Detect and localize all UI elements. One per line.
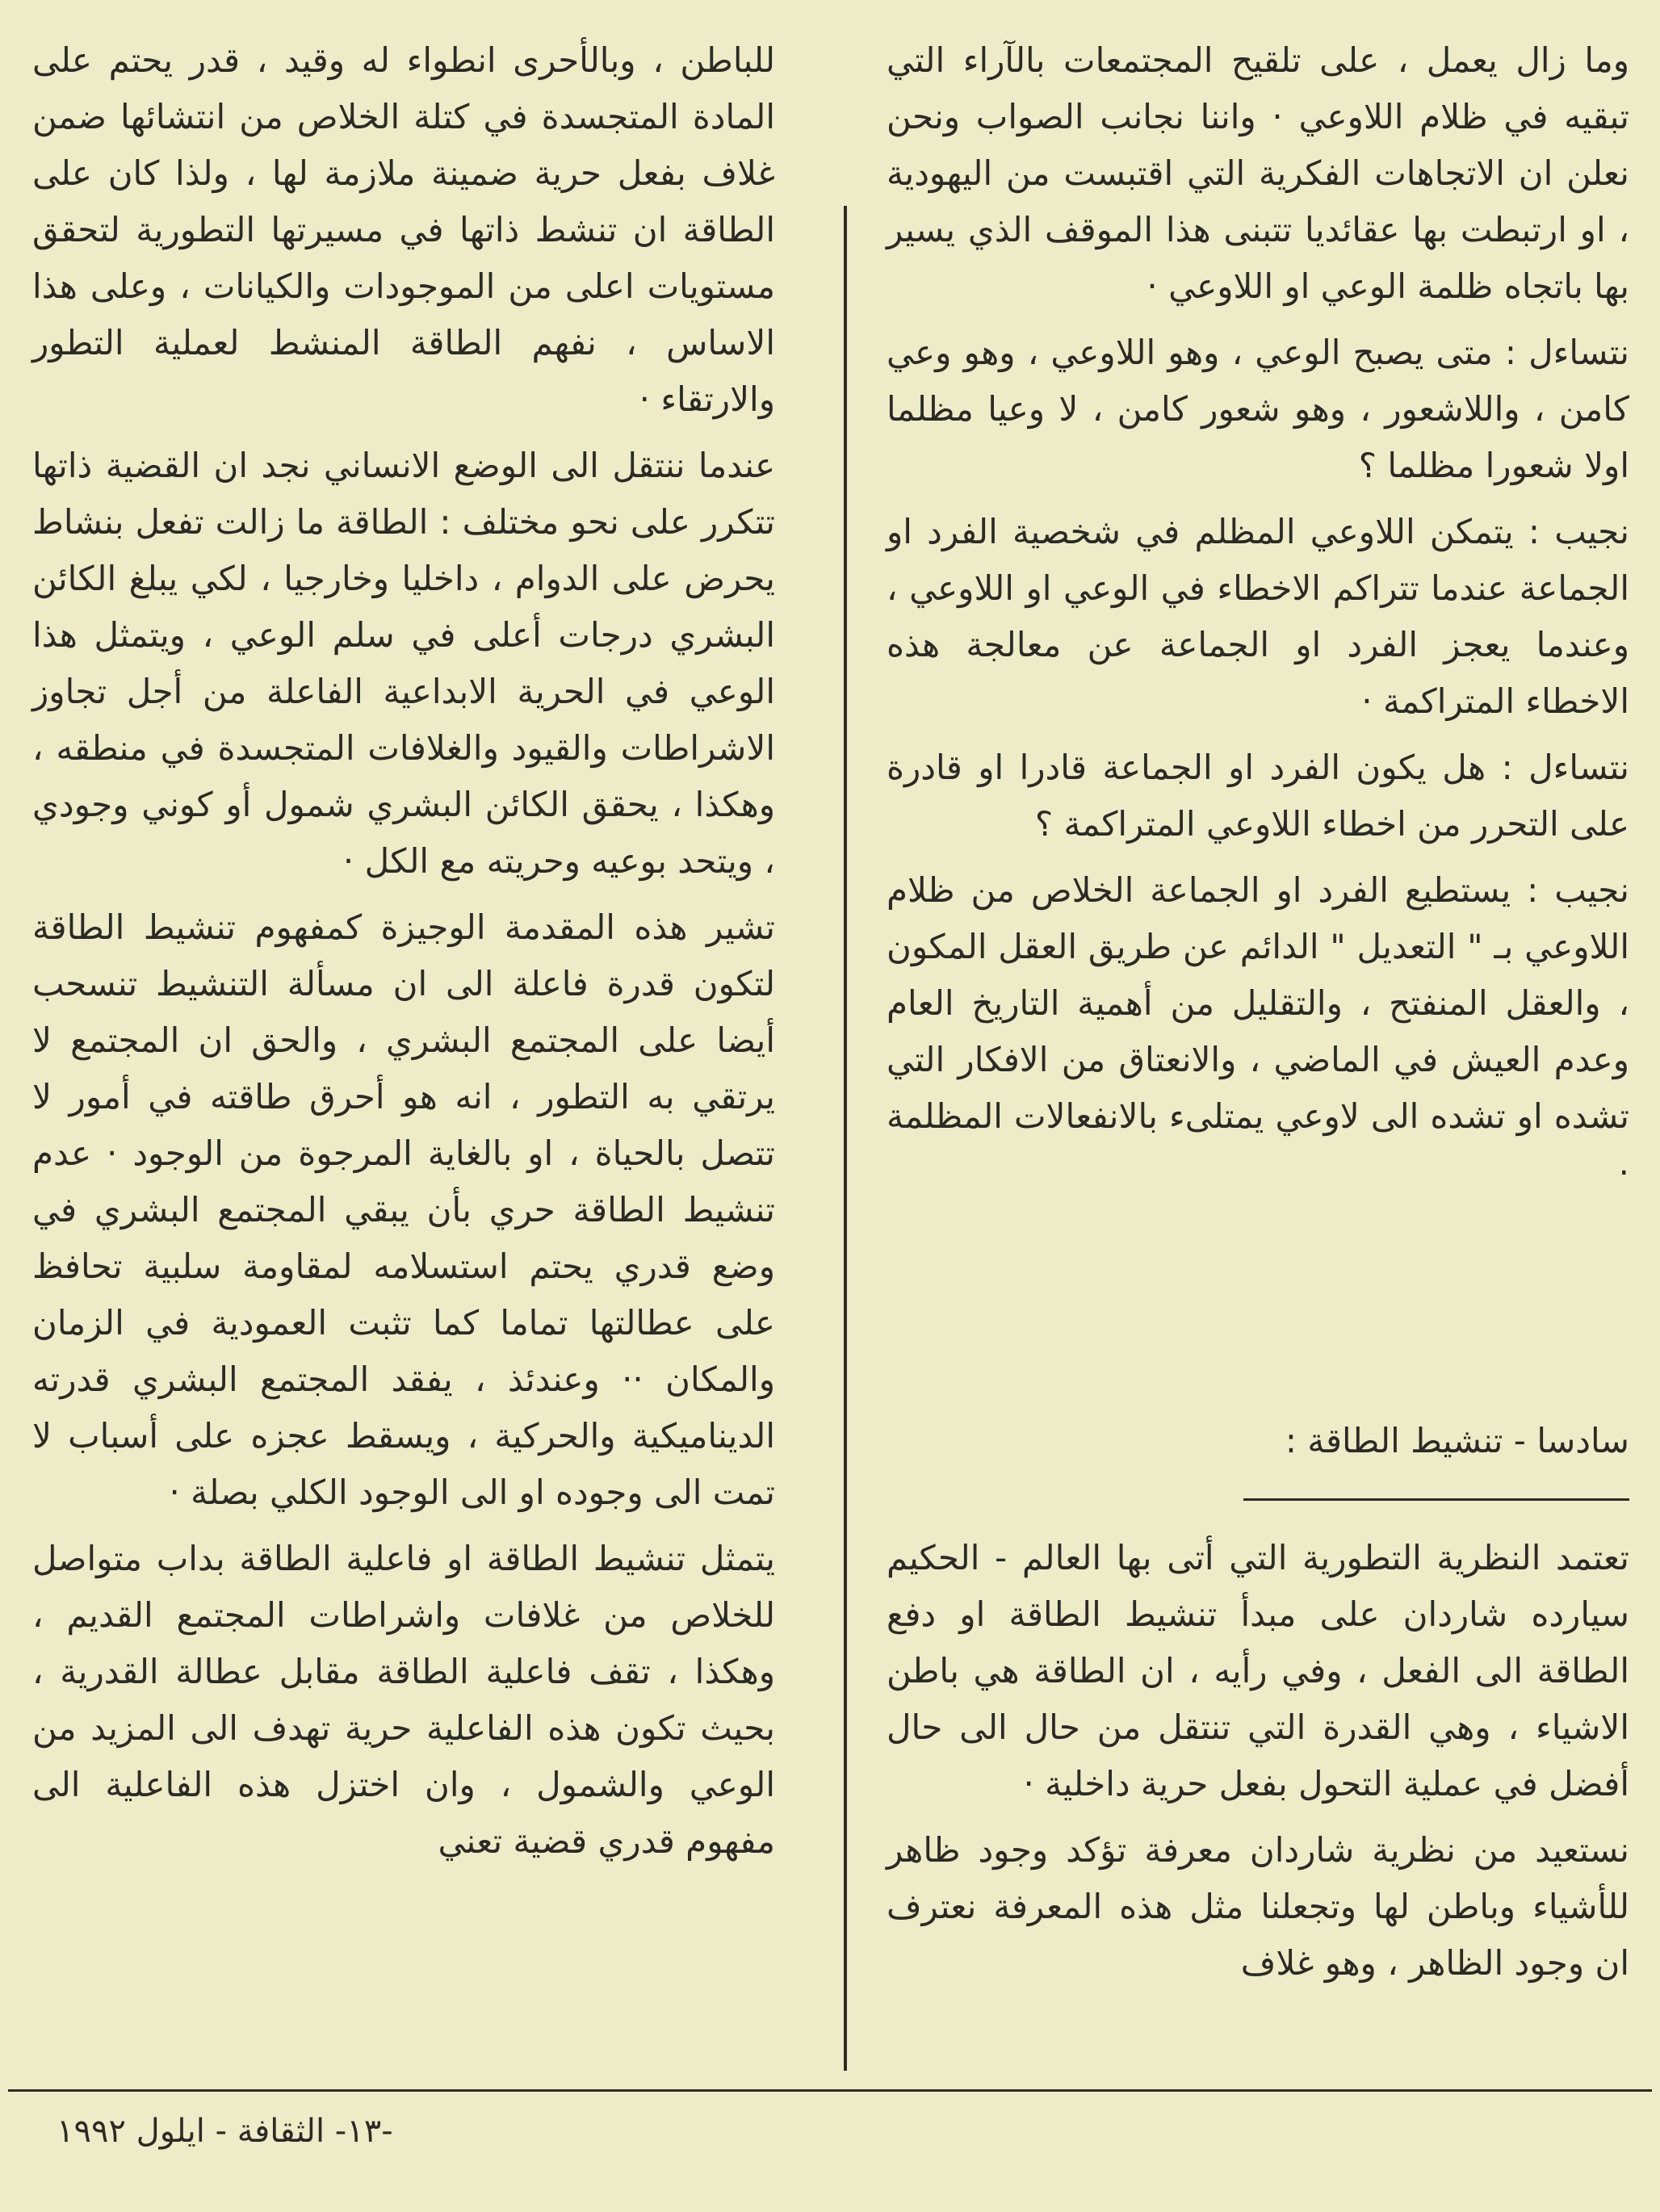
paragraph: تعتمد النظرية التطورية التي أتى بها العالم - الحكيم سيارده شاردان على مبدأ تنشيط الطاقة او دفع الطاقة الى الفعل ، وفي رأيه ، ان الطاقة هي باطن الاشياء ، وهي القدرة التي تنتقل من حال الى حال أفضل في عملية التحول بفعل حرية داخلية ·: [887, 1538, 1629, 1804]
left-column: [32, 32, 775, 1879]
paragraph: تشير هذه المقدمة الوجيزة كمفهوم تنشيط الطاقة لتكون قدرة فاعلة الى ان مسألة التنشيط تنسحب أيضا على المجتمع البشري ، والحق ان المجتمع لا يرتقي به التطور ، انه هو أحرق طاقته في أمور لا تتصل بالحياة ، او بالغاية المرجوة من الوجود · عدم تنشيط الطاقة حري بأن يبقي المجتمع البشري في وضع قدري يحتم استسلامه لمقاومة سلبية تحافظ على عطالتها تماما كما تثبت العمودية في الزمان والمكان ·· وعندئذ ، يفقد المجتمع البشري قدرته الديناميكية والحركية ، ويسقط عجزه على أسباب لا تمت الى وجوده او الى الوجود الكلي بصلة ·: [32, 907, 775, 1512]
paragraph: للباطن ، وبالأحرى انطواء له وقيد ، قدر يحتم على المادة المتجسدة في كتلة الخلاص من انتشائها ضمن غلاف بفعل حرية ضمينة ملازمة لها ، ولذا كان على الطاقة ان تنشط ذاتها في مسيرتها التطورية لتحقق مستويات اعلى من الموجودات والكيانات ، وعلى هذا الاساس ، نفهم الطاقة المنشط لعملية التطور والارتقاء ·: [32, 40, 775, 419]
paragraph: نجيب : يستطيع الفرد او الجماعة الخلاص من ظلام اللاوعي بـ " التعديل " الدائم عن طريق العقل المكون ، والعقل المنفتح ، والتقليل من أهمية التاريخ العام وعدم العيش في الماضي ، والانعتاق من الافكار التي تشده او تشده الى لاوعي يمتلىء بالانفعالات المظلمة ·: [887, 870, 1629, 1192]
paragraph: نتساءل : هل يكون الفرد او الجماعة قادرا او قادرة على التحرر من اخطاء اللاوعي المتراكمة ؟: [887, 748, 1629, 844]
section-heading: سادسا - تنشيط الطاقة :: [1285, 1421, 1629, 1460]
column-divider: [844, 206, 847, 2071]
paragraph: وما زال يعمل ، على تلقيح المجتمعات بالآراء التي تبقيه في ظلام اللاوعي · واننا نجانب الصواب ونحن نعلن ان الاتجاهات الفكرية التي اقتبست من اليهودية ، او ارتبطت بها عقائديا تتبنى هذا الموقف الذي يسير بها باتجاه ظلمة الوعي او اللاوعي ·: [887, 40, 1629, 306]
paragraph: يتمثل تنشيط الطاقة او فاعلية الطاقة بداب متواصل للخلاص من غلافات واشراطات المجتمع القديم ، وهكذا ، تقف فاعلية الطاقة مقابل عطالة القدرية ، بحيث تكون هذه الفاعلية حرية تهدف الى المزيد من الوعي والشمول ، وان اختزل هذه الفاعلية الى مفهوم قدري قضية تعني: [32, 1539, 775, 1861]
footer-rule: [8, 2089, 1652, 2092]
paragraph: نتساءل : متى يصبح الوعي ، وهو اللاوعي ، وهو وعي كامن ، واللاشعور ، وهو شعور كامن ، لا وعيا مظلما اولا شعورا مظلما ؟: [887, 333, 1629, 485]
heading-underline: [1243, 1498, 1629, 1501]
paragraph: نجيب : يتمكن اللاوعي المظلم في شخصية الفرد او الجماعة عندما تتراكم الاخطاء في الوعي او اللاوعي ، وعندما يعجز الفرد او الجماعة عن معالجة هذه الاخطاء المتراكمة ·: [887, 512, 1629, 721]
right-column-continued: [887, 1530, 1629, 2001]
paragraph: نستعيد من نظرية شاردان معرفة تؤكد وجود ظاهر للأشياء وباطن لها وتجعلنا مثل هذه المعرفة نعترف ان وجود الظاهر ، وهو غلاف: [887, 1830, 1629, 1983]
right-column: [887, 32, 1629, 1211]
paragraph: عندما ننتقل الى الوضع الانساني نجد ان القضية ذاتها تتكرر على نحو مختلف : الطاقة ما زالت تفعل بنشاط يحرض على الدوام ، داخليا وخارجيا ، لكي يبلغ الكائن البشري درجات أعلى في سلم الوعي ، ويتمثل هذا الوعي في الحرية الابداعية الفاعلة من أجل تجاوز الاشراطات والقيود والغلافات المتجسدة في منطقه ، وهكذا ، يحقق الكائن البشري شمول أو كوني وجودي ، ويتحد بوعيه وحريته مع الكل ·: [32, 446, 775, 881]
page-footer: -١٣- الثقافة - ايلول ١٩٩٢: [57, 2113, 393, 2150]
